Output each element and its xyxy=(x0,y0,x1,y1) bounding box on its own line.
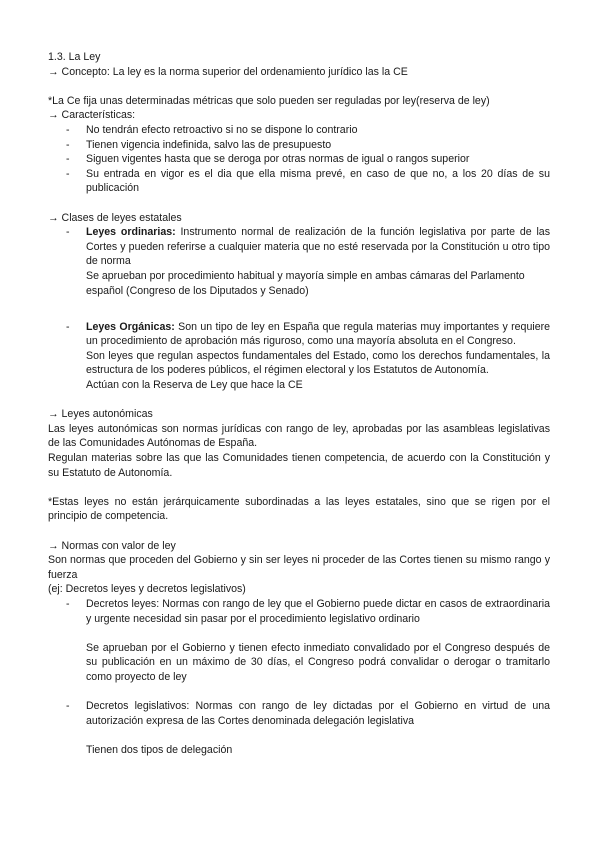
dash-marker: - xyxy=(66,597,70,610)
list-item-decretos-leyes xyxy=(48,597,550,626)
list-item-text: No tendrán efecto retroactivo si no se dispone lo contrario xyxy=(86,123,358,136)
list-item-text: Decretos leyes: Normas con rango de ley que el Gobierno puede dictar en casos de extraordinaria y urgente necesidad sin pasar por el procedimiento legislativo ordinario xyxy=(86,597,550,625)
organicas-definition: Son un tipo de ley en España que regula materias muy importantes y requiere un procedimiento de aprobación más riguroso, como una mayoría absoluta en el Congreso. xyxy=(86,320,551,348)
list-item-text: Decretos legislativos: Normas con rango de ley dictadas por el Gobierno en virtud de una autorización expresa de las Cortes denominada delegación legislativa xyxy=(86,700,550,727)
organicas-paragraph: Son leyes que regulan aspectos fundamentales del Estado, como los derechos fundamentales, la estructura de los poderes públicos, el régimen electoral y los Estatutos de Autonomía. xyxy=(86,349,550,377)
normas-valor-example: (ej: Decretos leyes y decretos legislativos) xyxy=(48,583,246,596)
caracteristicas-label: → Características: xyxy=(48,109,136,122)
document-page xyxy=(48,50,550,758)
list-item xyxy=(48,167,550,196)
autonomicas-label: → Leyes autonómicas xyxy=(48,408,153,421)
clases-label: → Clases de leyes estatales xyxy=(48,211,182,224)
list-item-organicas xyxy=(48,320,550,349)
list-item-text: Su entrada en vigor es el dia que ella misma prevé, en caso de que no, a los 20 días de su publicación xyxy=(86,167,550,195)
ordinarias-term: Leyes ordinarias: xyxy=(86,226,176,239)
decretos-leyes-paragraph: Se aprueban por el Gobierno y tienen efecto inmediato convalidado por el Congreso después de su publicación en un máximo de 30 días, el Congreso podrá convalidar o derogar o tramitarlo como proyecto de ley xyxy=(86,641,550,683)
concepto-line: → Concepto: La ley es la norma superior del ordenamiento jurídico las la CE xyxy=(48,65,408,78)
autonomicas-note: *Estas leyes no están jerárquicamente subordinadas a las leyes estatales, sino que se rigen por el principio de competencia. xyxy=(48,495,550,523)
dash-marker: - xyxy=(66,167,70,180)
list-item-ordinarias xyxy=(48,225,550,269)
dash-marker: - xyxy=(66,138,70,151)
list-item-text: Tienen vigencia indefinida, salvo las de presupuesto xyxy=(86,138,332,151)
reserva-note: *La Ce fija unas determinadas métricas que solo pueden ser reguladas por ley(reserva de ley) xyxy=(48,94,490,107)
dash-marker: - xyxy=(66,226,70,239)
list-item-decretos-legislativos xyxy=(48,699,550,728)
list-item-text: Siguen vigentes hasta que se deroga por otras normas de igual o rangos superior xyxy=(86,153,470,166)
autonomicas-paragraph-2: Regulan materias sobre las que las Comunidades tienen competencia, de acuerdo con la Constitución y su Estatuto de Autonomía. xyxy=(48,452,550,479)
ordinarias-definition: Instrumento normal de realización de la función legislativa por parte de las Cortes y pueden referirse a cualquier materia que no esté reservada por la Constitución u otro tipo de norma xyxy=(86,226,550,268)
dash-marker: - xyxy=(66,123,70,136)
ordinarias-paragraph: Se aprueban por procedimiento habitual y mayoría simple en ambas cámaras del Parlamento español (Congreso de los Diputados y Senado) xyxy=(86,269,525,297)
section-heading: 1.3. La Ley xyxy=(48,51,101,63)
normas-valor-label: → Normas con valor de ley xyxy=(48,539,176,552)
list-item xyxy=(48,123,550,138)
tipos-delegacion: Tienen dos tipos de delegación xyxy=(86,743,233,756)
list-item xyxy=(48,138,550,153)
normas-valor-paragraph: Son normas que proceden del Gobierno y sin ser leyes ni proceder de las Cortes tienen su mismo rango y fuerza xyxy=(48,554,550,581)
list-item xyxy=(48,152,550,167)
organicas-term: Leyes Orgánicas: xyxy=(86,320,175,333)
dash-marker: - xyxy=(66,153,70,166)
autonomicas-paragraph: Las leyes autonómicas son normas jurídicas con rango de ley, aprobadas por las asambleas legislativas de las Comunidades Autónomas de España. xyxy=(48,422,550,450)
dash-marker: - xyxy=(66,700,70,713)
organicas-paragraph-2: Actúan con la Reserva de Ley que hace la CE xyxy=(86,379,303,392)
dash-marker: - xyxy=(66,320,70,333)
